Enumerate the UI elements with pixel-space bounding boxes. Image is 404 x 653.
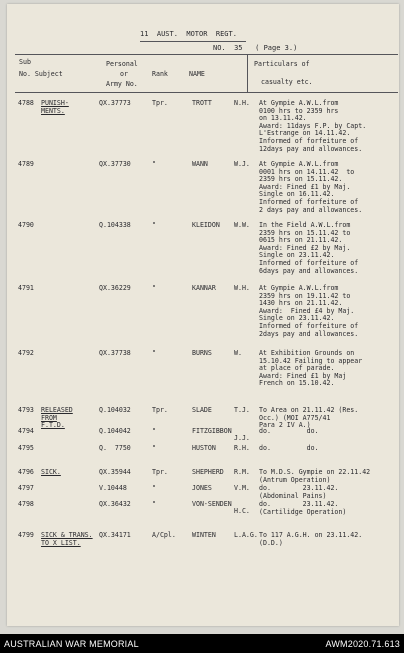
entry-particulars-line: Informed of forfeiture of — [259, 322, 359, 330]
column-header-army-no: Army No. — [106, 80, 138, 88]
entry-particulars-line: (D.D.) — [259, 538, 283, 547]
entry-subject: PUNISH- — [41, 99, 69, 107]
entry-number: 4798 — [18, 500, 34, 508]
entry-number: 4790 — [18, 221, 34, 229]
unit-title: 11 AUST. MOTOR REGT. — [140, 30, 237, 38]
entry-subject: SICK & TRANS. — [41, 531, 93, 539]
entry-particulars-line: To Area on 21.11.42 (Res. — [259, 406, 359, 414]
column-header-no-subject: No. Subject — [19, 70, 63, 78]
entry-name: WINTEN — [192, 531, 216, 539]
entry-particulars-line: At Exhibition Grounds on — [259, 349, 355, 357]
entry-rank: " — [152, 349, 156, 357]
entry-initials: R.H. — [234, 444, 250, 452]
entry-name: JONES — [192, 484, 212, 492]
archive-footer — [0, 634, 404, 653]
entry-rank: " — [152, 427, 156, 435]
entry-particulars-line: At Gympie A.W.L.from — [259, 160, 339, 168]
entry-name: VON-SENDEN — [192, 500, 232, 508]
entry-particulars-line: 0100 hrs to 2359 hrs — [259, 106, 339, 115]
header-bottom-rule — [15, 92, 398, 93]
column-header-rank: Rank — [152, 70, 168, 78]
entry-name: TROTT — [192, 99, 212, 107]
entry-particulars-line: do. 23.11.42. — [259, 484, 339, 492]
table-top-rule — [15, 54, 398, 55]
entry-particulars-line: at place of parade. — [259, 364, 335, 373]
entry-number: 4794 — [18, 427, 34, 435]
entry-initials: V.M. — [234, 484, 250, 492]
entry-particulars-line: L'Estrange on 14.11.42. — [259, 129, 351, 138]
entry-initials: H.C. — [234, 507, 250, 515]
entry-particulars-line: To M.D.S. Gympie on 22.11.42 — [259, 468, 371, 476]
entry-particulars-line: Award: Fined £2 by Maj. — [259, 243, 351, 252]
entry-particulars-line: (Abdominal Pains) — [259, 491, 327, 500]
footer-institution: AUSTRALIAN WAR MEMORIAL — [4, 639, 139, 649]
entry-number: 4793 — [18, 406, 34, 414]
entry-particulars-line: 6days pay and allowances. — [259, 266, 359, 275]
entry-army-number: QX.36432 — [99, 500, 131, 508]
order-number: NO. 35 ( Page 3.) — [213, 44, 298, 52]
entry-subject: FROM — [41, 413, 57, 422]
entry-particulars-line: At Gympie A.W.L.from — [259, 284, 339, 292]
entry-particulars-line: At Gympie A.W.L.from — [259, 99, 339, 107]
entry-particulars-line: Single on 23.11.42. — [259, 251, 335, 260]
entry-particulars-line: Informed of forfeiture of — [259, 137, 359, 145]
column-header-casualty: casualty etc. — [261, 78, 313, 86]
title-underline — [140, 41, 246, 42]
entry-name: KLEIDON — [192, 221, 220, 229]
entry-subject: RELEASED — [41, 406, 73, 414]
entry-rank: " — [152, 221, 156, 229]
entry-particulars-line: To 117 A.G.H. on 23.11.42. — [259, 531, 363, 539]
column-header-name: NAME — [189, 70, 205, 78]
entry-name: HUSTON — [192, 444, 216, 452]
entry-particulars-line: 2 days pay and allowances. — [259, 205, 363, 214]
entry-particulars-line: Informed of forfeiture of — [259, 198, 359, 206]
entry-initials: R.M. — [234, 468, 250, 476]
entry-name: BURNS — [192, 349, 212, 357]
entry-army-number: Q. 7750 — [99, 444, 131, 452]
entry-army-number: V.10448 — [99, 484, 127, 492]
entry-number: 4792 — [18, 349, 34, 357]
entry-particulars-line: do. 23.11.42. — [259, 500, 339, 508]
entry-number: 4796 — [18, 468, 34, 476]
entry-rank: " — [152, 160, 156, 168]
entry-initials: N.H. — [234, 99, 250, 107]
document-sheet — [7, 4, 399, 626]
entry-number: 4795 — [18, 444, 34, 452]
entry-particulars-line: Single on 23.11.42. — [259, 314, 335, 323]
column-header-particulars: Particulars of — [254, 60, 310, 68]
entry-rank: " — [152, 284, 156, 292]
entry-particulars-line: do. do. — [259, 444, 319, 452]
entry-name: KANNAR — [192, 284, 216, 292]
entry-initials: W.H. — [234, 284, 250, 292]
entry-particulars-line: In the Field A.W.L.from — [259, 221, 351, 229]
entry-number: 4791 — [18, 284, 34, 292]
entry-particulars-line: 2359 hrs on 19.11.42 to — [259, 291, 351, 300]
entry-particulars-line: 0615 hrs on 21.11.42. — [259, 236, 343, 245]
entry-particulars-line: Para 2 IV A.) — [259, 421, 311, 430]
column-header-sub: Sub — [19, 58, 31, 66]
entry-army-number: QX.34171 — [99, 531, 131, 539]
entry-particulars-line: Informed of forfeiture of — [259, 259, 359, 267]
entry-army-number: QX.36229 — [99, 284, 131, 292]
entry-army-number: QX.37738 — [99, 349, 131, 357]
entry-initials: W.W. — [234, 221, 250, 229]
entry-particulars-line: (Antrum Operation) — [259, 475, 331, 484]
column-header-personal: Personal — [106, 60, 138, 68]
entry-particulars-line: French on 15.10.42. — [259, 379, 335, 388]
entry-subject: MENTS. — [41, 106, 65, 115]
entry-initials: J.J. — [234, 434, 250, 442]
entry-army-number: QX.35944 — [99, 468, 131, 476]
entry-particulars-line: 2359 hrs on 15.11.42. — [259, 175, 343, 184]
entry-particulars-line: on 13.11.42. — [259, 114, 307, 123]
entry-name: FITZGIBBON — [192, 427, 232, 435]
entry-number: 4799 — [18, 531, 34, 539]
entry-particulars-line: 12days pay and allowances. — [259, 144, 363, 153]
entry-initials: L.A.G. — [234, 531, 258, 539]
entry-particulars-line: (Cartilidge Operation) — [259, 507, 347, 516]
column-header-or: or — [120, 70, 128, 78]
entry-particulars-line: Single on 16.11.42. — [259, 190, 335, 199]
entry-particulars-line: 2359 hrs on 15.11.42 to — [259, 228, 351, 237]
column-divider — [247, 54, 248, 92]
entry-particulars-line: Award: Fined £1 by Maj — [259, 371, 347, 380]
entry-subject: SICK. — [41, 468, 61, 476]
entry-number: 4789 — [18, 160, 34, 168]
entry-army-number: Q.104338 — [99, 221, 131, 229]
entry-rank: A/Cpl. — [152, 531, 176, 539]
entry-initials: T.J. — [234, 406, 250, 414]
entry-number: 4788 — [18, 99, 34, 107]
entry-rank: " — [152, 444, 156, 452]
entry-name: SLADE — [192, 406, 212, 414]
entry-particulars-line: 15.10.42 Failing to appear — [259, 356, 363, 365]
entry-particulars-line: 2days pay and allowances. — [259, 329, 359, 338]
entry-particulars-line: Award: Fined £4 by Maj. — [259, 306, 355, 315]
entry-subject: F.T.D. — [41, 421, 65, 430]
entry-rank: Tpr. — [152, 99, 168, 107]
entry-particulars-line: Award: 11days F.P. by Capt. — [259, 121, 367, 130]
entry-particulars-line: Occ.) (MOI A775/41 — [259, 413, 331, 422]
entry-rank: " — [152, 500, 156, 508]
entry-particulars-line: Award: Fined £1 by Maj. — [259, 182, 351, 191]
entry-initials: W.J. — [234, 160, 250, 168]
entry-particulars-line: do. do. — [259, 427, 319, 435]
footer-reference: AWM2020.71.613 — [325, 639, 400, 649]
entry-name: SHEPHERD — [192, 468, 224, 476]
entry-particulars-line: 1430 hrs on 21.11.42. — [259, 299, 343, 308]
entry-initials: W. — [234, 349, 242, 357]
entry-army-number: Q.104032 — [99, 406, 131, 414]
entry-rank: Tpr. — [152, 406, 168, 414]
entry-name: WANN — [192, 160, 208, 168]
entry-number: 4797 — [18, 484, 34, 492]
entry-army-number: Q.104042 — [99, 427, 131, 435]
entry-particulars-line: 0001 hrs on 14.11.42 to — [259, 167, 355, 176]
entry-rank: " — [152, 484, 156, 492]
entry-army-number: QX.37730 — [99, 160, 131, 168]
entry-rank: Tpr. — [152, 468, 168, 476]
entry-subject: TO X LIST. — [41, 538, 81, 547]
entry-army-number: QX.37773 — [99, 99, 131, 107]
